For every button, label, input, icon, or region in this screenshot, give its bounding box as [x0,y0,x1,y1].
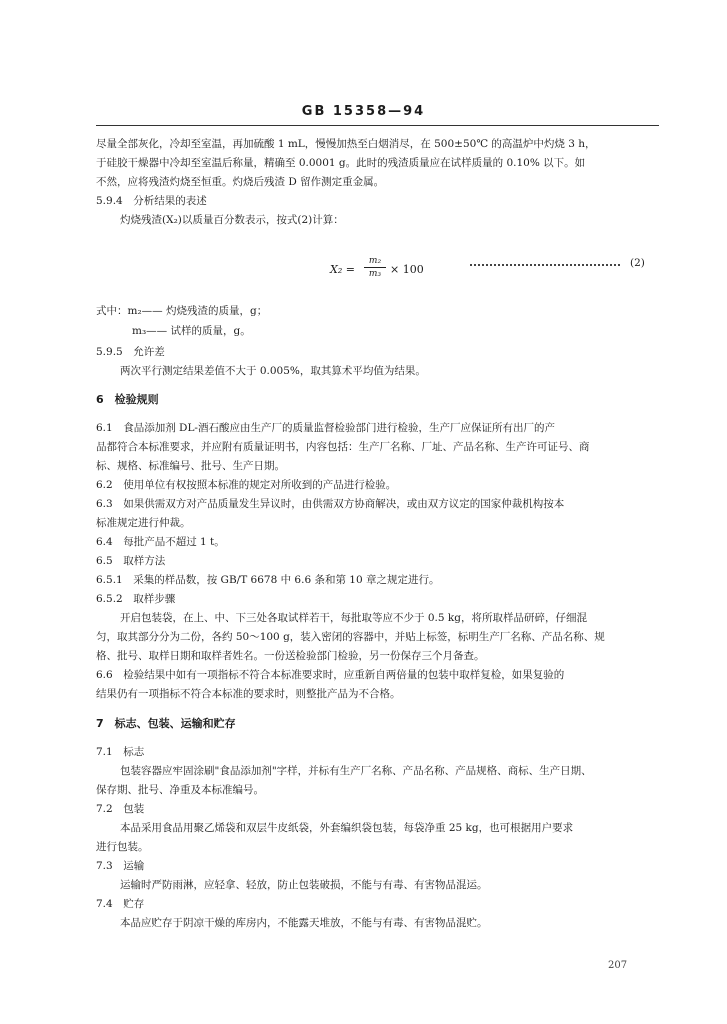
paragraph-line: 于硅胶干燥器中冷却至室温后称量，精确至 0.0001 g。此时的残渣质量应在试样质量的 0.10% 以下。如 [96,157,586,169]
section-7-4-heading: 7.4 贮存 [96,898,145,910]
equation-number: (2) [630,257,645,269]
formula-numerator: m₂ [364,255,386,268]
section-6-1-line: 6.1 食品添加剂 DL-酒石酸应由生产厂的质量监督检验部门进行检验，生产厂应保证所有出厂的产 [96,422,555,434]
section-5-9-4-heading: 5.9.4 分析结果的表述 [96,195,207,207]
where-m3: m₃—— 试样的质量，g。 [132,325,251,337]
chapter-7-heading: 7 标志、包装、运输和贮存 [96,717,236,730]
section-7-4-line: 本品应贮存于阴凉干燥的库房内，不能露天堆放，不能与有毒、有害物品混贮。 [120,917,488,929]
section-6-5-2-heading: 6.5.2 取样步骤 [96,593,176,605]
section-6-1-line: 标、规格、标准编号、批号、生产日期。 [96,460,285,472]
section-6-1-line: 品都符合本标准要求，并应附有质量证明书，内容包括：生产厂名称、厂址、产品名称、生产许可证号、商 [96,441,590,453]
section-7-1-line: 包装容器应牢固涂刷"食品添加剂"字样，并标有生产厂名称、产品名称、产品规格、商标、生产日期、 [120,765,592,777]
paragraph-line: 尽量全部灰化，冷却至室温，再加硫酸 1 mL，慢慢加热至白烟消尽，在 500±50℃ 的高温炉中灼烧 3 h， [96,138,596,150]
dot-leader [470,262,620,266]
section-7-2-line: 本品采用食品用聚乙烯袋和双层牛皮纸袋，外套编织袋包装，每袋净重 25 kg，也可根据用户要求 [120,822,574,834]
section-6-5-2-line: 匀，取其部分分为二份，各约 50～100 g，装入密闭的容器中，并贴上标签，标明生产厂名称、产品名称、规 [96,631,605,643]
section-6-5-2-line: 开启包装袋，在上、中、下三处各取试样若干，每批取等应不少于 0.5 kg，将所取样品研碎，仔细混 [120,612,587,624]
formula-rhs: × 100 [390,263,424,276]
section-7-2-heading: 7.2 包装 [96,803,145,815]
formula-denominator: m₃ [368,269,382,279]
section-7-1-heading: 7.1 标志 [96,746,145,758]
section-6-2: 6.2 使用单位有权按照本标准的规定对所收到的产品进行检验。 [96,479,397,491]
section-6-5-1: 6.5.1 采集的样品数，按 GB/T 6678 中 6.6 条和第 10 章之规定进行。 [96,574,440,586]
where-m2: 式中：m₂—— 灼烧残渣的质量，g； [96,305,268,317]
paragraph-line: 不然，应将残渣灼烧至恒重。灼烧后残渣 D 留作测定重金属。 [96,176,385,188]
section-7-3-heading: 7.3 运输 [96,860,145,872]
section-5-9-5-body: 两次平行测定结果差值不大于 0.005%，取其算术平均值为结果。 [120,365,426,377]
chapter-6-heading: 6 检验规则 [96,393,159,406]
section-6-3-line: 6.3 如果供需双方对产品质量发生异议时，由供需双方协商解决，或由双方议定的国家仲裁机构按本 [96,498,565,510]
section-6-5-2-line: 格、批号、取样日期和取样者姓名。一份送检验部门检验，另一份保存三个月备查。 [96,650,485,662]
standard-header: GB 15358—94 [301,104,426,119]
formula-lhs: X₂ = [330,263,355,276]
section-6-3-line: 标准规定进行仲裁。 [96,517,191,529]
section-7-3-line: 运输时严防雨淋，应轻拿、轻放，防止包装破损，不能与有毒、有害物品混运。 [120,879,488,891]
section-7-1-line: 保存期、批号、净重及本标准编号。 [96,784,264,796]
section-6-6-line: 结果仍有一项指标不符合本标准的要求时，则整批产品为不合格。 [96,688,401,700]
section-5-9-4-body: 灼烧残渣(X₂)以质量百分数表示，按式(2)计算： [120,214,344,226]
header-rule [96,125,659,126]
formula-fraction [364,255,386,280]
page-number: 207 [608,960,628,971]
section-6-4: 6.4 每批产品不超过 1 t。 [96,536,225,548]
section-5-9-5-heading: 5.9.5 允许差 [96,346,165,358]
section-6-5-heading: 6.5 取样方法 [96,555,166,567]
section-6-6-line: 6.6 检验结果中如有一项指标不符合本标准要求时，应重新自两倍量的包装中取样复检，如果复验的 [96,669,565,681]
section-7-2-line: 进行包装。 [96,841,149,853]
